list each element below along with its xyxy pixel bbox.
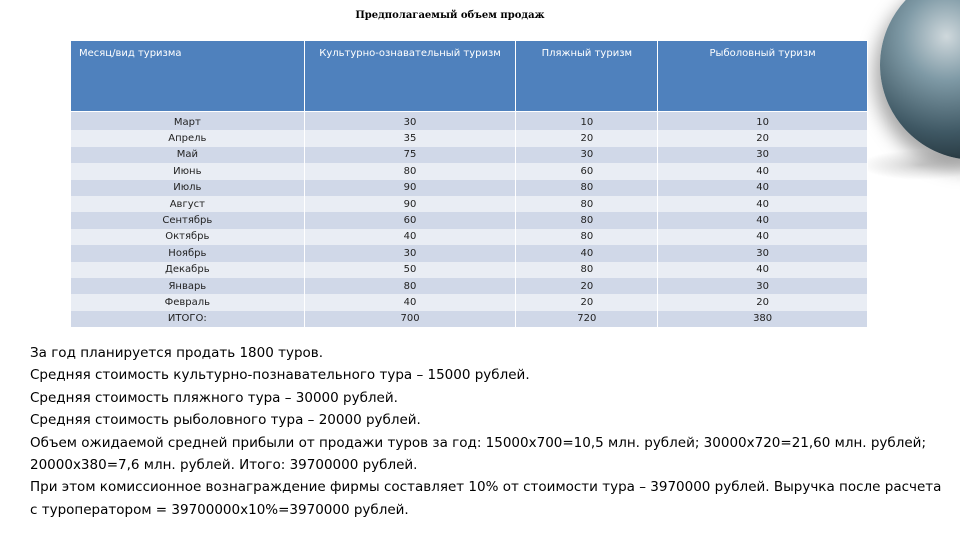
month-cell: Сентябрь [71, 212, 305, 228]
globe-decoration [880, 0, 960, 160]
fishing-cell: 40 [658, 163, 868, 179]
month-cell: Июль [71, 180, 305, 196]
table-row [71, 311, 868, 327]
month-cell: Январь [71, 278, 305, 294]
column-header-month: Месяц/вид туризма [71, 41, 305, 112]
cultural-cell: 50 [304, 262, 516, 278]
cultural-cell: 30 [304, 112, 516, 131]
month-cell: Июнь [71, 163, 305, 179]
table-row [71, 147, 868, 163]
fishing-cell: 30 [658, 245, 868, 261]
table-row [71, 262, 868, 278]
body-text [30, 342, 945, 521]
month-cell: Декабрь [71, 262, 305, 278]
body-paragraph: Средняя стоимость пляжного тура – 30000 рублей. [30, 389, 398, 406]
fishing-cell: 40 [658, 196, 868, 212]
month-cell: Октябрь [71, 229, 305, 245]
beach-cell: 80 [516, 212, 658, 228]
column-header-cultural: Культурно-ознавательный туризм [304, 41, 516, 112]
fishing-cell: 10 [658, 112, 868, 131]
table-row [71, 212, 868, 228]
cultural-cell: 75 [304, 147, 516, 163]
cultural-cell: 40 [304, 294, 516, 310]
column-header-fishing: Рыболовный туризм [658, 41, 868, 112]
fishing-cell: 30 [658, 147, 868, 163]
beach-cell: 20 [516, 130, 658, 146]
cultural-cell: 90 [304, 180, 516, 196]
body-paragraph: Средняя стоимость культурно-познавательного тура – 15000 рублей. [30, 367, 530, 384]
month-cell: ИТОГО: [71, 311, 305, 327]
beach-cell: 80 [516, 229, 658, 245]
body-paragraph: Средняя стоимость рыболовного тура – 20000 рублей. [30, 412, 421, 429]
body-paragraph: Объем ожидаемой средней прибыли от продажи туров за год: 15000х700=10,5 млн. рублей; 30000х720=21,60 млн. рублей; 20000х380=7,6 млн. рублей. Итого: 39700000 рублей. [30, 434, 926, 474]
table-body [71, 112, 868, 328]
sales-table [70, 40, 868, 327]
beach-cell: 80 [516, 196, 658, 212]
table-row [71, 196, 868, 212]
beach-cell: 720 [516, 311, 658, 327]
month-cell: Февраль [71, 294, 305, 310]
cultural-cell: 30 [304, 245, 516, 261]
table-row [71, 112, 868, 131]
month-cell: Август [71, 196, 305, 212]
body-paragraph: При этом комиссионное вознаграждение фирмы составляет 10% от стоимости тура – 3970000 рублей. Выручка после расчета с туроператором = 39700000х10%=3970000 рублей. [30, 479, 942, 518]
table-row [71, 294, 868, 310]
beach-cell: 60 [516, 163, 658, 179]
fishing-cell: 40 [658, 212, 868, 228]
fishing-cell: 40 [658, 262, 868, 278]
beach-cell: 20 [516, 294, 658, 310]
body-paragraph: За год планируется продать 1800 туров. [30, 345, 324, 361]
month-cell: Ноябрь [71, 245, 305, 261]
fishing-cell: 30 [658, 278, 868, 294]
table-row [71, 180, 868, 196]
table-header-row [71, 41, 868, 112]
month-cell: Май [71, 147, 305, 163]
table-row [71, 245, 868, 261]
globe-shadow [860, 150, 960, 180]
column-header-beach: Пляжный туризм [516, 41, 658, 112]
page-title: Предполагаемый объем продаж [355, 10, 545, 21]
beach-cell: 80 [516, 180, 658, 196]
cultural-cell: 35 [304, 130, 516, 146]
table-row [71, 130, 868, 146]
beach-cell: 30 [516, 147, 658, 163]
beach-cell: 80 [516, 262, 658, 278]
fishing-cell: 40 [658, 229, 868, 245]
cultural-cell: 80 [304, 278, 516, 294]
fishing-cell: 380 [658, 311, 868, 327]
beach-cell: 10 [516, 112, 658, 131]
beach-cell: 40 [516, 245, 658, 261]
cultural-cell: 60 [304, 212, 516, 228]
beach-cell: 20 [516, 278, 658, 294]
fishing-cell: 40 [658, 180, 868, 196]
month-cell: Апрель [71, 130, 305, 146]
table-row [71, 229, 868, 245]
cultural-cell: 90 [304, 196, 516, 212]
month-cell: Март [71, 112, 305, 131]
fishing-cell: 20 [658, 294, 868, 310]
table-row [71, 278, 868, 294]
cultural-cell: 40 [304, 229, 516, 245]
cultural-cell: 700 [304, 311, 516, 327]
fishing-cell: 20 [658, 130, 868, 146]
cultural-cell: 80 [304, 163, 516, 179]
table-row [71, 163, 868, 179]
